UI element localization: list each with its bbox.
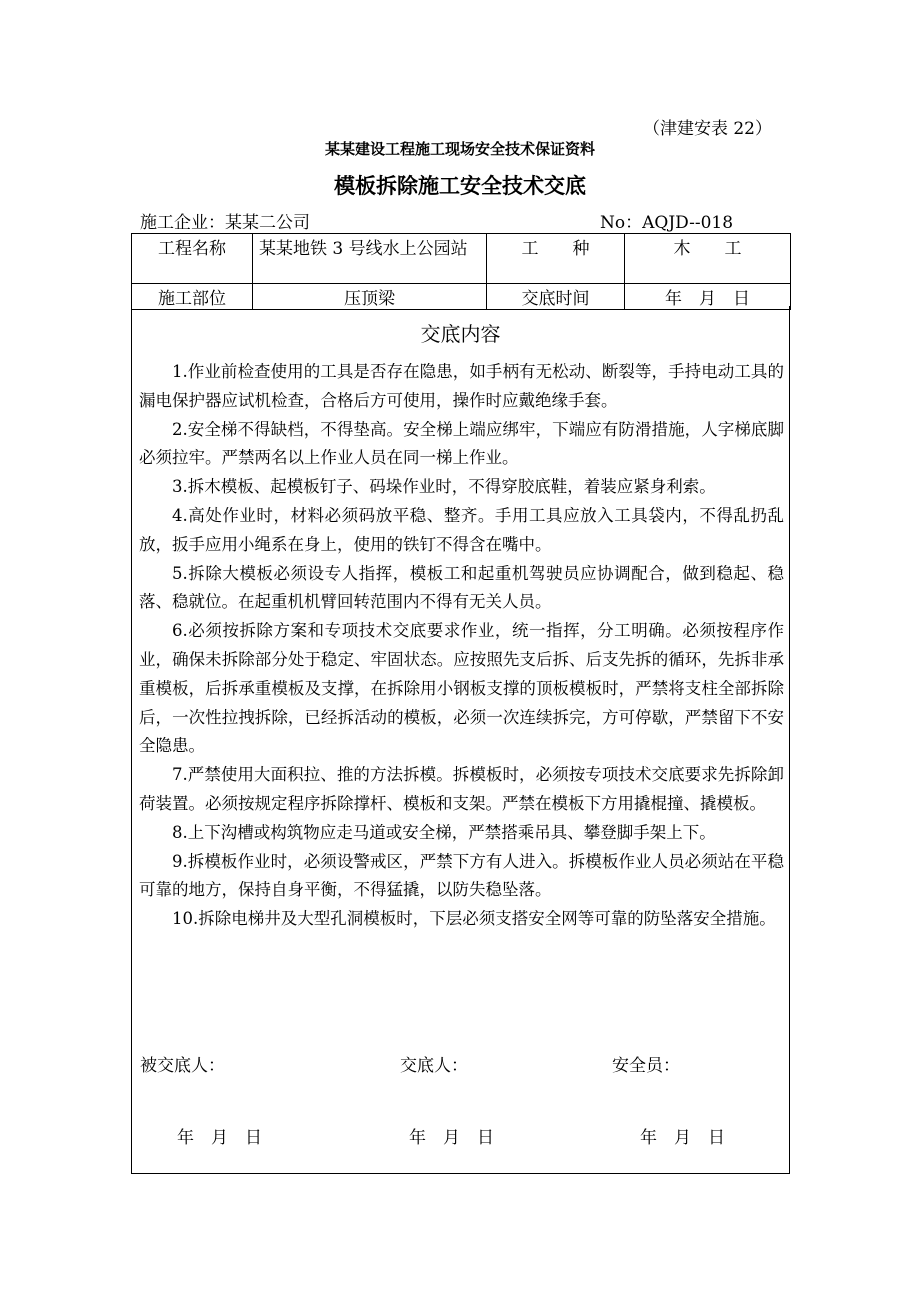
- trade-value: 木 工: [625, 234, 791, 284]
- content-item: 10.拆除电梯井及大型孔洞模板时，下层必须支搭安全网等可靠的防坠落安全措施。: [172, 909, 776, 929]
- form-number: （津建安表 22）: [642, 119, 772, 139]
- disclosure-content-section: [131, 306, 790, 1174]
- organization-title: 某某建设工程施工现场安全技术保证资料: [324, 140, 595, 158]
- project-name-value: 某某地铁 3 号线水上公园站: [253, 234, 487, 284]
- content-item: 4.高处作业时，材料必须码放平稳、整齐。手用工具应放入工具袋内，不得乱扔乱放，扳手应用小绳系在身上，使用的铁钉不得含在嘴中。: [139, 505, 784, 554]
- construction-location-label: 施工部位: [132, 284, 253, 310]
- content-item: 5.拆除大模板必须设专人指挥，模板工和起重机驾驶员应协调配合，做到稳起、稳落、稳就位。在起重机机臂回转范围内不得有无关人员。: [139, 563, 784, 612]
- construction-company: 施工企业：某某二公司: [140, 213, 310, 233]
- discloser-signature-label: 交底人：: [400, 1056, 468, 1076]
- content-item: 3.拆木模板、起模板钉子、码垛作业时，不得穿胶底鞋，着装应紧身利索。: [172, 477, 716, 497]
- content-item: 7.严禁使用大面积拉、推的方法拆模。拆模板时，必须按专项技术交底要求先拆除卸荷装置。必须按规定程序拆除撑杆、模板和支架。严禁在模板下方用撬棍撞、撬模板。: [139, 765, 784, 813]
- trade-label: 工 种: [487, 234, 625, 284]
- safety-officer-signature-label: 安全员：: [612, 1056, 680, 1076]
- content-heading: 交底内容: [420, 322, 501, 346]
- content-item: 8.上下沟槽或构筑物应走马道或安全梯，严禁搭乘吊具、攀登脚手架上下。: [172, 822, 716, 842]
- content-item: 1.作业前检查使用的工具是否存在隐患，如手柄有无松动、断裂等，手持电动工具的漏电保护器应试机检查，合格后方可使用，操作时应戴绝缘手套。: [139, 362, 784, 410]
- project-name-label: 工程名称: [132, 234, 253, 284]
- recipient-date: 年 月 日: [177, 1128, 262, 1148]
- content-body: [139, 358, 784, 934]
- disclosure-time-label: 交底时间: [487, 284, 625, 310]
- construction-location-value: 压顶梁: [253, 284, 487, 310]
- safety-officer-date: 年 月 日: [640, 1128, 725, 1148]
- disclosure-time-value: 年 月 日: [625, 284, 791, 310]
- document-title: 模板拆除施工安全技术交底: [334, 174, 586, 198]
- document-number: No：AQJD--018: [600, 213, 734, 233]
- project-info-table: [131, 233, 791, 310]
- discloser-date: 年 月 日: [409, 1128, 494, 1148]
- recipient-signature-label: 被交底人：: [140, 1056, 225, 1076]
- content-item: 2.安全梯不得缺档，不得垫高。安全梯上端应绑牢，下端应有防滑措施，人字梯底脚必须拉牢。严禁两名以上作业人员在同一梯上作业。: [139, 419, 784, 468]
- content-item: 6.必须按拆除方案和专项技术交底要求作业，统一指挥，分工明确。必须按程序作业，确保未拆除部分处于稳定、牢固状态。应按照先支后拆、后支先拆的循环，先拆非承重模板，后拆承重模板及支撑，在拆除用小钢板支撑的顶板模板时，严禁将支柱全部拆除后，一次性拉拽拆除，已经拆活动的模板，必须一次连续拆完，方可停歇，严禁留下不安全隐患。: [139, 621, 784, 756]
- content-item: 9.拆模板作业时，必须设警戒区，严禁下方有人进入。拆模板作业人员必须站在平稳可靠的地方，保持自身平衡，不得猛撬，以防失稳坠落。: [139, 851, 784, 900]
